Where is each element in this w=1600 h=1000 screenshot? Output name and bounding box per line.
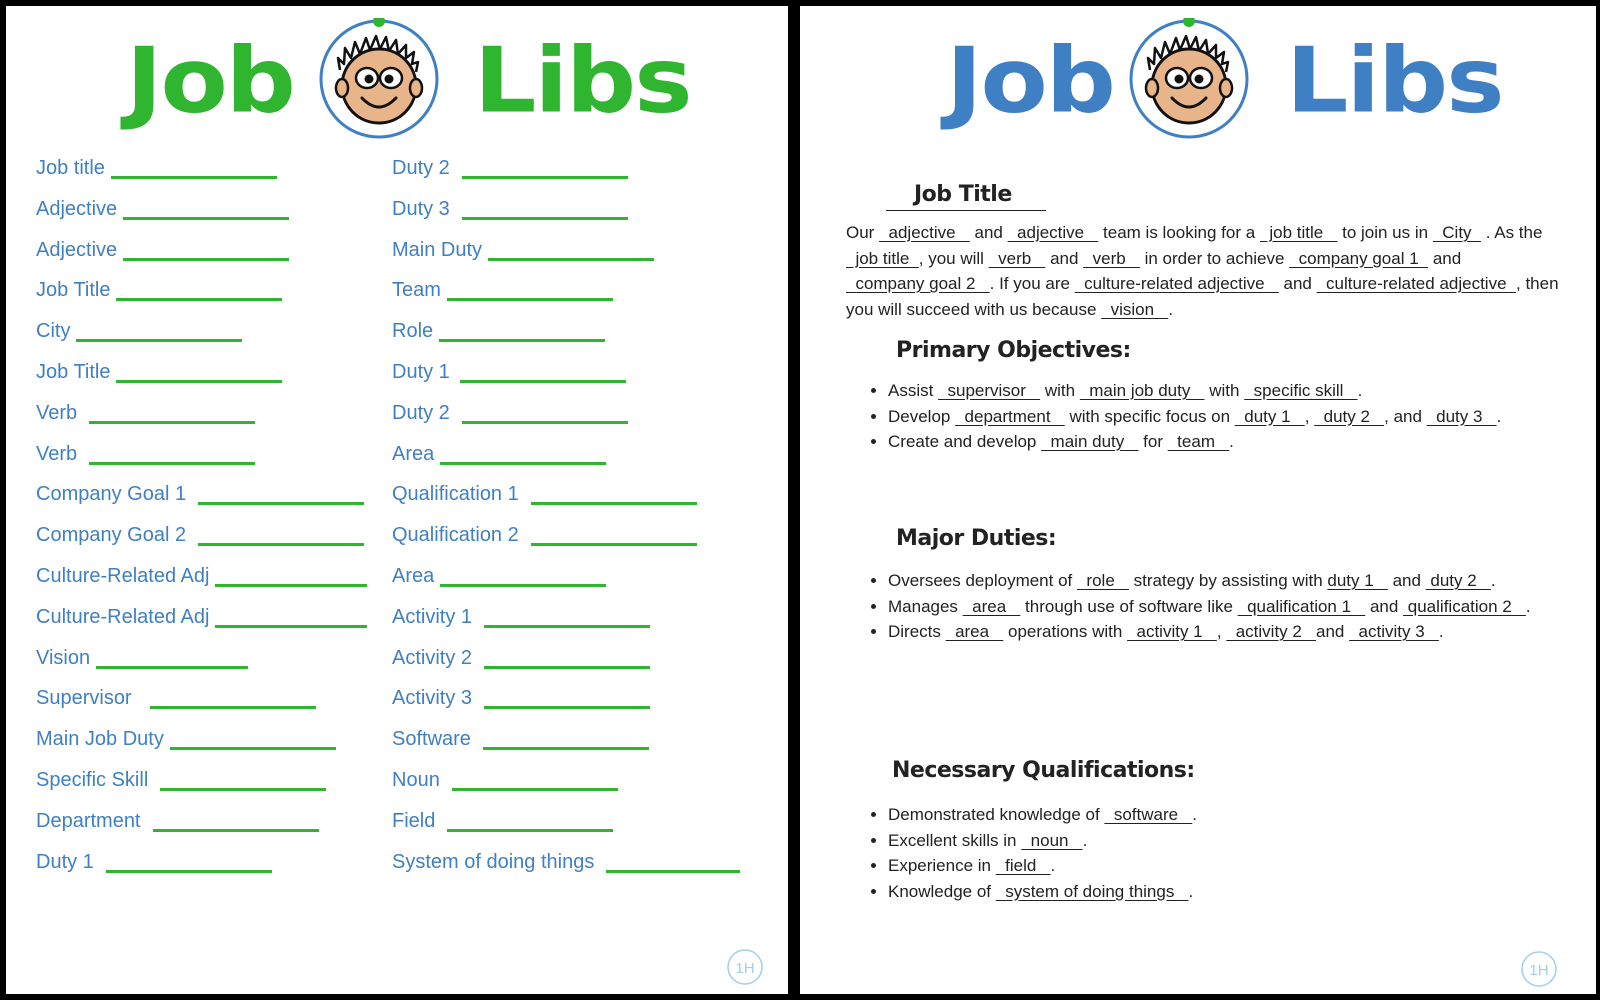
- worksheet-field: [36, 564, 367, 588]
- fill-in-line[interactable]: [106, 870, 272, 873]
- field-label: Job title: [36, 157, 105, 179]
- intro-paragraph: Our adjective and adjective team is looking for a job title to join us in City . As the job title , you will verb and verb in order to achieve company goal 1 and company goal 2 . If you are culture-related adjective and culture-related adjective , then you will succeed with us because vision .: [846, 223, 1559, 319]
- field-label: Qualification 2: [392, 524, 519, 547]
- field-label: Qualification 1: [392, 483, 519, 506]
- primary-objectives-heading: Primary Objectives:: [896, 338, 1131, 363]
- duties-list: [866, 568, 1578, 645]
- field-label: Adjective: [36, 197, 118, 220]
- list-item: • Excellent skills in noun .: [888, 828, 1578, 854]
- fill-in-line[interactable]: [76, 339, 242, 342]
- field-label: Noun: [392, 769, 440, 791]
- field-label: Role: [392, 320, 434, 343]
- necessary-qualifications-heading: Necessary Qualifications:: [892, 758, 1195, 783]
- worksheet-field: [36, 646, 248, 670]
- fill-in-line[interactable]: [484, 666, 650, 669]
- worksheet-field: [392, 850, 740, 874]
- field-label: Adjective: [36, 238, 118, 261]
- fill-in-line[interactable]: [198, 502, 364, 505]
- worksheet-field: [392, 523, 697, 547]
- worksheet-field: [36, 768, 326, 792]
- fill-in-line[interactable]: [483, 747, 649, 750]
- fill-in-line[interactable]: [150, 706, 316, 709]
- fill-in-line[interactable]: [462, 176, 628, 179]
- fill-in-line[interactable]: [215, 584, 367, 587]
- field-label: Culture-Related Adj: [36, 605, 210, 628]
- fill-in-line[interactable]: [531, 502, 697, 505]
- worksheet-field: [36, 401, 255, 425]
- field-label: Duty 3: [392, 197, 450, 220]
- major-duties-heading: Major Duties:: [896, 526, 1057, 551]
- list-item: • Knowledge of system of doing things .: [888, 879, 1578, 905]
- worksheet-field: [36, 156, 277, 180]
- fill-in-line[interactable]: [153, 829, 319, 832]
- fill-in-line[interactable]: [452, 788, 618, 791]
- fill-in-line[interactable]: [123, 258, 289, 261]
- worksheet-field: [392, 686, 650, 710]
- fill-in-line[interactable]: [123, 217, 289, 220]
- fill-in-line[interactable]: [488, 258, 654, 261]
- field-label: Company Goal 1: [36, 483, 187, 506]
- list-item: • Experience in field .: [888, 853, 1578, 879]
- worksheet-field: [36, 523, 364, 547]
- fill-in-line[interactable]: [89, 462, 255, 465]
- field-label: Supervisor: [36, 687, 132, 710]
- fill-in-line[interactable]: [116, 380, 282, 383]
- worksheet-field: [392, 156, 628, 180]
- worksheet-field: [36, 686, 316, 710]
- field-label: Duty 1: [392, 361, 450, 383]
- fill-in-line[interactable]: [447, 298, 613, 301]
- worksheet-field: [36, 809, 319, 833]
- field-label: Duty 2: [392, 157, 450, 179]
- fill-in-line[interactable]: [170, 747, 336, 750]
- worksheet-field: [392, 768, 618, 792]
- list-item: • Develop department with specific focus on duty 1 , duty 2 , and duty 3 .: [888, 404, 1578, 430]
- list-item: • Demonstrated knowledge of software .: [888, 802, 1578, 828]
- field-label: Field: [392, 809, 436, 832]
- list-item: • Assist supervisor with main job duty with specific skill .: [888, 378, 1578, 404]
- logo-word-job: Job: [946, 28, 1114, 134]
- fill-in-line[interactable]: [96, 666, 248, 669]
- description-header: [800, 10, 1596, 144]
- watermark-text: 1H: [1529, 962, 1549, 979]
- watermark-logo: [726, 948, 764, 986]
- watermark-text: 1H: [735, 960, 755, 977]
- worksheet-field: [392, 442, 606, 466]
- worksheet-page: [6, 6, 788, 994]
- worksheet-field: [36, 278, 282, 302]
- fill-in-line[interactable]: [89, 421, 255, 424]
- fill-in-line[interactable]: [484, 625, 650, 628]
- fill-in-line[interactable]: [198, 543, 364, 546]
- worksheet-field: [392, 278, 613, 302]
- worksheet-field: [392, 360, 626, 384]
- worksheet-field: [36, 850, 272, 874]
- worksheet-field: [36, 605, 367, 629]
- job-title-heading: Job Title: [914, 182, 1012, 207]
- field-label: Vision: [36, 646, 91, 669]
- logo-word-job: Job: [126, 28, 294, 134]
- worksheet-field: [36, 482, 364, 506]
- fill-in-line[interactable]: [439, 339, 605, 342]
- worksheet-field: [392, 809, 613, 833]
- field-label: Job Title: [36, 361, 111, 383]
- list-item: • Oversees deployment of role strategy by assisting with duty 1 and duty 2 .: [888, 568, 1578, 594]
- field-label: Job Title: [36, 279, 111, 302]
- worksheet-field: [36, 238, 289, 262]
- fill-in-line[interactable]: [531, 543, 697, 546]
- worksheet-field: [392, 197, 628, 221]
- field-label: Main Job Duty: [36, 728, 164, 751]
- cartoon-face-icon: [1128, 18, 1250, 140]
- fill-in-line[interactable]: [215, 625, 367, 628]
- worksheet-field: [392, 482, 697, 506]
- field-label: Duty 1: [36, 850, 94, 873]
- field-label: Main Duty: [392, 238, 483, 261]
- field-label: Activity 1: [392, 605, 473, 628]
- field-label: Specific Skill: [36, 769, 149, 791]
- objectives-list: [866, 378, 1578, 455]
- worksheet-field: [392, 401, 628, 425]
- fill-in-line[interactable]: [440, 584, 606, 587]
- job-description-page: [800, 6, 1596, 994]
- fill-in-line[interactable]: [447, 829, 613, 832]
- field-label: City: [36, 320, 71, 343]
- fill-in-line[interactable]: [606, 870, 740, 873]
- fill-in-line[interactable]: [160, 788, 326, 791]
- fill-in-line[interactable]: [111, 176, 277, 179]
- fill-in-line[interactable]: [484, 706, 650, 709]
- logo-word-libs: Libs: [1286, 28, 1503, 134]
- field-label: Culture-Related Adj: [36, 565, 210, 587]
- worksheet-field: [36, 442, 255, 466]
- list-item: • Manages area through use of software like qualification 1 and qualification 2 .: [888, 594, 1578, 620]
- worksheet-field: [392, 605, 650, 629]
- worksheet-field: [36, 197, 289, 221]
- worksheet-field: [36, 319, 242, 343]
- field-label: System of doing things: [392, 850, 595, 873]
- fill-in-line[interactable]: [440, 462, 606, 465]
- list-item: • Directs area operations with activity 1 , activity 2 and activity 3 .: [888, 619, 1578, 645]
- worksheet-field: [36, 360, 282, 384]
- field-label: Company Goal 2: [36, 524, 187, 547]
- qualifications-list: [866, 802, 1578, 904]
- cartoon-face-icon: [318, 18, 440, 140]
- worksheet-field: [36, 727, 336, 751]
- fill-in-line[interactable]: [462, 421, 628, 424]
- worksheet-field: [392, 564, 606, 588]
- worksheet-field: [392, 319, 605, 343]
- logo-word-libs: Libs: [474, 28, 691, 134]
- field-label: Activity 3: [392, 687, 473, 710]
- field-label: Activity 2: [392, 646, 473, 669]
- field-label: Team: [392, 279, 441, 302]
- worksheet-field: [392, 646, 650, 670]
- worksheet-header: [6, 10, 788, 144]
- worksheet-field: [392, 727, 649, 751]
- worksheet-field: [392, 238, 654, 262]
- fill-in-line[interactable]: [462, 217, 628, 220]
- fill-in-line[interactable]: [116, 298, 282, 301]
- field-label: Area: [392, 442, 435, 465]
- field-label: Area: [392, 565, 435, 587]
- field-label: Duty 2: [392, 401, 450, 424]
- field-label: Verb: [36, 442, 78, 465]
- list-item: • Create and develop main duty for team .: [888, 429, 1578, 455]
- watermark-logo: [1520, 950, 1558, 988]
- field-label: Verb: [36, 401, 78, 424]
- field-label: Software: [392, 728, 471, 751]
- fill-in-line[interactable]: [460, 380, 626, 383]
- field-label: Department: [36, 809, 141, 832]
